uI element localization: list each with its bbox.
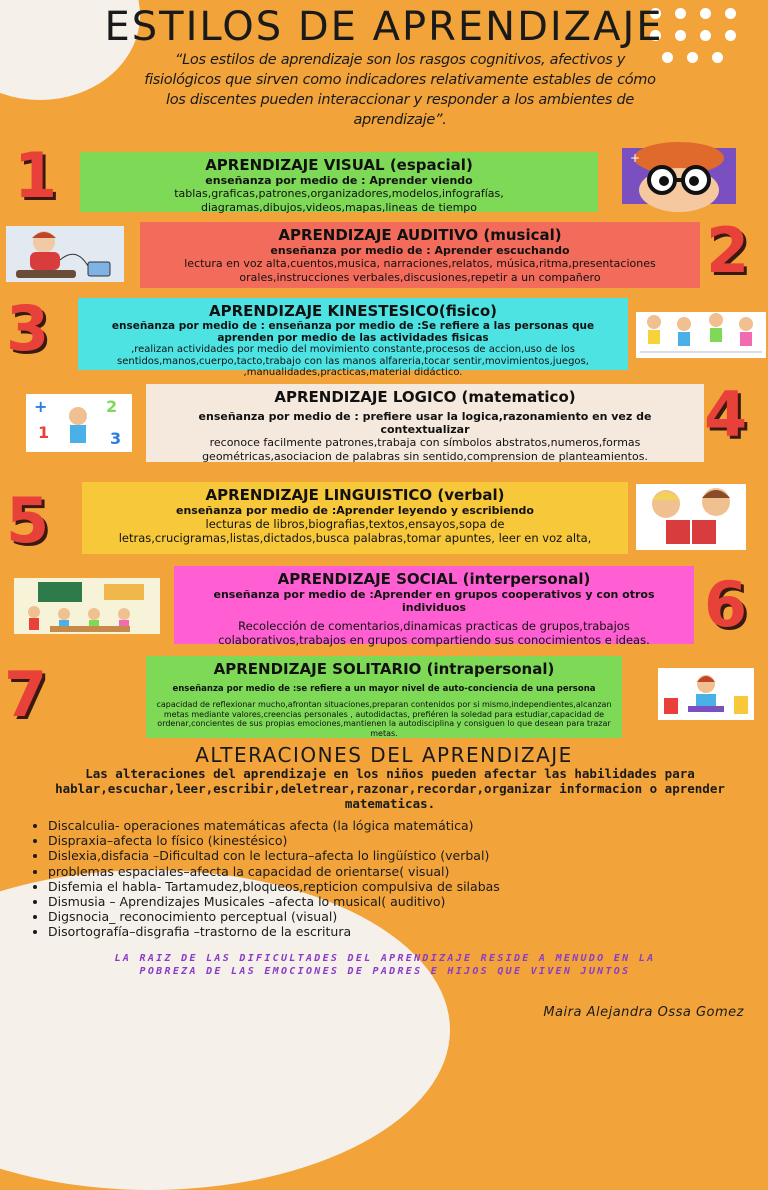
style-number-4: 4 [704, 378, 748, 451]
style-card-auditivo [140, 222, 700, 288]
linguistic-learner-image [636, 484, 746, 550]
style-card-linguistico [82, 482, 628, 554]
alteracion-item: • Dismusia – Aprendizajes Musicales –afecta lo musical( auditivo) [48, 894, 500, 909]
style-description: reconoce facilmente patrones,trabaja con símbolos abstratos,numeros,formas geométricas,asociacion de palabras sin sentido,comprension de planteamientos. [202, 436, 648, 463]
style-card-social [174, 566, 694, 647]
svg-text:+: + [630, 151, 641, 165]
style-number-2: 2 [706, 214, 750, 287]
visual-learner-image [622, 148, 736, 204]
style-title: APRENDIZAJE SOLITARIO (intrapersonal) [213, 660, 555, 678]
alteracion-item: • Discalculia- operaciones matemáticas afecta (la lógica matemática) [48, 818, 500, 833]
alteracion-item: • Disfemia el habla- Tartamudez,bloqueos,repticion compulsiva de silabas [48, 879, 500, 894]
style-title: APRENDIZAJE LOGICO (matematico) [274, 388, 576, 406]
alteracion-item: • Disortografía–disgrafia –trastorno de la escritura [48, 924, 500, 939]
style-number-1: 1 [14, 139, 58, 212]
style-description: Recolección de comentarios,dinamicas practicas de grupos,trabajos colaborativos,trabajos en grupos compartiendo sus conocimientos e ideas. [218, 619, 650, 647]
style-description: lectura en voz alta,cuentos,musica, narraciones,relatos, música,ritma,presentaciones orales,instrucciones verbales,discusiones,repetir a un compañero [184, 257, 656, 284]
alteraciones-list [28, 818, 500, 940]
alteracion-item: • problemas espaciales–afecta la capacidad de orientarse( visual) [48, 864, 500, 879]
author-name: Maira Alejandra Ossa Gomez [543, 1005, 744, 1020]
style-title: APRENDIZAJE VISUAL (espacial) [205, 156, 473, 174]
style-subtitle: enseñanza por medio de : enseñanza por medio de :Se refiere a las personas que aprenden por medio de las actividades fisicas [111, 320, 595, 344]
style-number-7: 7 [4, 658, 48, 731]
style-description: tablas,graficas,patrones,organizadores,modelos,infografías, diagramas,dibujos,videos,mapas,lineas de tiempo [174, 187, 504, 214]
style-number-5: 5 [6, 484, 50, 557]
style-title: APRENDIZAJE KINESTESICO(fisico) [208, 302, 498, 320]
style-card-visual [80, 152, 598, 212]
svg-text:+: + [34, 397, 48, 416]
style-subtitle: enseñanza por medio de : prefiere usar la logica,razonamiento en vez de contextualizar [198, 410, 652, 436]
style-subtitle: enseñanza por medio de :Aprender leyendo y escribiendo [176, 504, 534, 517]
closing-statement: LA RAIZ DE LAS DIFICULTADES DEL APRENDIZAJE RESIDE A MENUDO EN LA POBREZA DE LAS EMOCIONES DE PADRES E HIJOS QUE VIVEN JUNTOS [114, 953, 656, 977]
style-title: APRENDIZAJE AUDITIVO (musical) [278, 226, 562, 244]
social-learner-image [14, 578, 160, 634]
alteraciones-title: ALTERACIONES DEL APRENDIZAJE [195, 743, 573, 767]
style-description: ,realizan actividades por medio del movimiento constante,procesos de accion,uso de los sentidos,manos,cuerpo,tacto,trabajo con las manos alfareria,tocar sentir,movimientos,juegos, ,manualidades,practicas,material didáctico. [117, 344, 589, 378]
style-description: lecturas de libros,biografias,textos,ensayos,sopa de letras,crucigramas,listas,dictados,busca palabras,tomar apuntes, leer en voz alta, [118, 517, 592, 545]
style-title: APRENDIZAJE LINGUISTICO (verbal) [205, 486, 505, 504]
style-card-kinestesico [78, 298, 628, 378]
alteracion-item: • Digsnocia_ reconocimiento perceptual (visual) [48, 909, 500, 924]
style-card-solitario [146, 656, 622, 738]
solitary-learner-image [658, 668, 754, 720]
definition-quote: “Los estilos de aprendizaje son los rasgos cognitivos, afectivos y fisiológicos que sirven como indicadores relativamente estables de cómo los discentes pueden interaccionar y responder a los ambientes de aprendizaje”. [144, 52, 656, 128]
auditory-learner-image [6, 226, 124, 282]
style-number-3: 3 [6, 292, 50, 365]
style-subtitle: enseñanza por medio de :Aprender en grupos cooperativos y con otros individuos [213, 588, 655, 614]
style-subtitle: enseñanza por medio de : Aprender viendo [205, 174, 473, 187]
style-title: APRENDIZAJE SOCIAL (interpersonal) [277, 570, 591, 588]
style-card-logico [146, 384, 704, 462]
style-description: capacidad de reflexionar mucho,afrontan situaciones,preparan contenidos por si mismo,independientes,alcanzan metas mediante valores,creencias personales , autodidactas, prefiéren la soledad para estudiar,capacidad de ordenar,concientes de sus propias emociones,mantienen la autodisciplina y consiguen lo que desean para trazar metas. [156, 700, 612, 738]
svg-text:3: 3 [110, 429, 122, 448]
style-subtitle: enseñanza por medio de : Aprender escuchando [270, 244, 570, 257]
alteracion-item: • Dislexia,disfacia –Dificultad con le lectura–afecta lo lingüístico (verbal) [48, 848, 500, 863]
svg-text:2: 2 [106, 397, 118, 416]
logical-learner-image [26, 394, 132, 452]
style-subtitle: enseñanza por medio de :se refiere a un mayor nivel de auto-conciencia de una persona [172, 684, 596, 694]
kinesthetic-learner-image [636, 312, 766, 358]
page-title: ESTILOS DE APRENDIZAJE [104, 4, 664, 50]
style-number-6: 6 [704, 568, 748, 641]
alteraciones-intro: Las alteraciones del aprendizaje en los niños pueden afectar las habilidades para hablar,escuchar,leer,escribir,deletrear,razonar,recordar,organizar informacion o aprender matematicas. [55, 766, 725, 811]
svg-text:1: 1 [38, 423, 50, 442]
alteracion-item: • Dispraxia–afecta lo físico (kinestésico) [48, 833, 500, 848]
